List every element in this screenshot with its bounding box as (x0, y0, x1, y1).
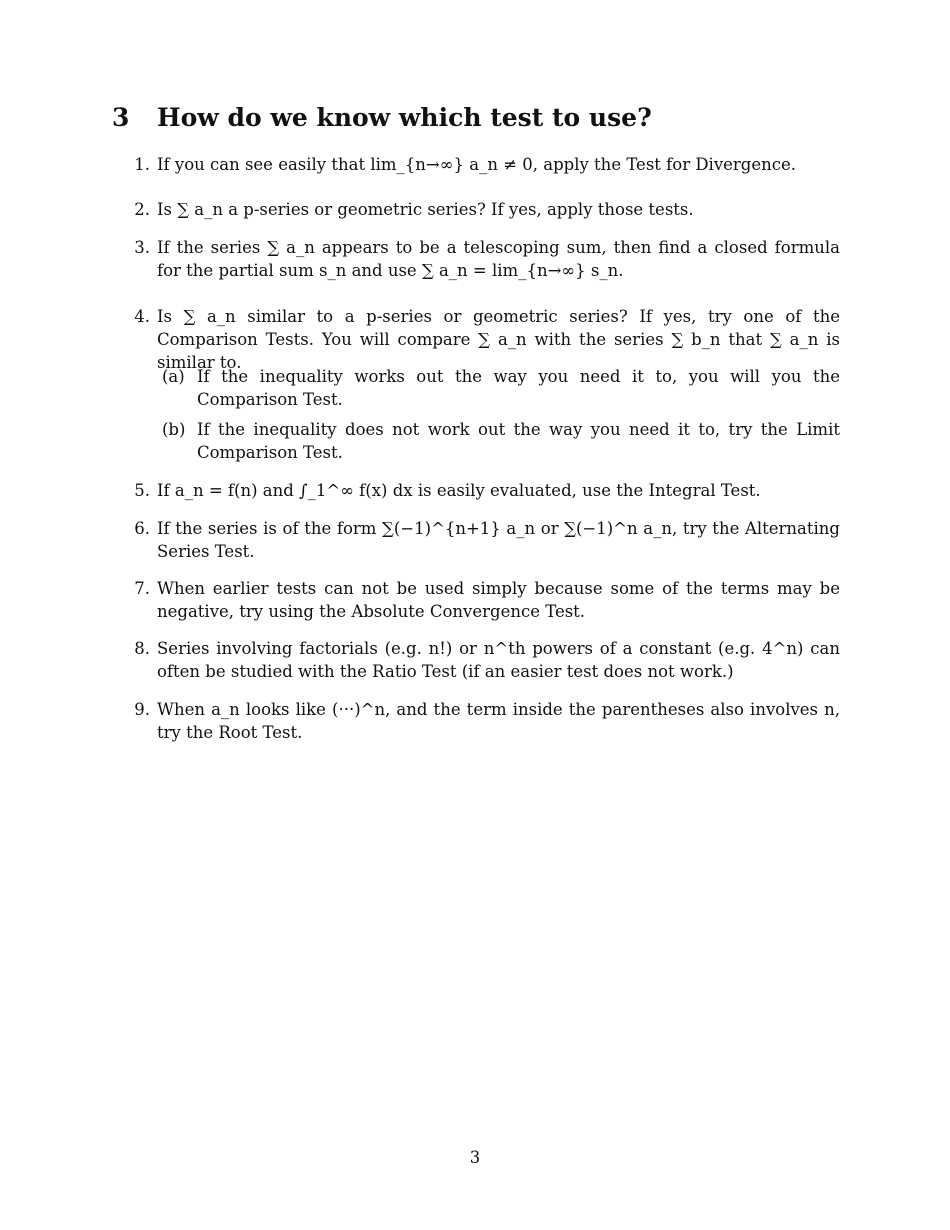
sub-item-label: (b) (162, 420, 186, 439)
list-item-7 (130, 577, 840, 623)
list-item-text: Is ∑ a_n a p-series or geometric series? If yes, apply those tests. (157, 200, 694, 219)
list-item-label: 4. (134, 307, 150, 326)
list-item-3 (130, 236, 840, 282)
list-item-label: 6. (134, 519, 150, 538)
sub-item-b (162, 418, 840, 464)
list-item-label: 1. (134, 155, 150, 174)
list-item-label: 2. (134, 200, 150, 219)
list-item-text: Is ∑ a_n similar to a p-series or geometric series? If yes, try one of the Comparison Tests. You will compare ∑ a_n with the series ∑ b_n that ∑ a_n is similar to. (157, 307, 840, 372)
list-item-label: 9. (134, 700, 150, 719)
section-title: How do we know which test to use? (157, 103, 652, 132)
list-item-label: 3. (134, 238, 150, 257)
list-item-2 (130, 198, 840, 221)
list-item-8 (130, 637, 840, 683)
sub-item-text: If the inequality does not work out the way you need it to, try the Limit Comparison Test. (197, 420, 840, 462)
list-item-text: When a_n looks like (···)^n, and the term inside the parentheses also involves n, try the Root Test. (157, 700, 840, 742)
list-item-1 (130, 153, 840, 176)
list-item-5 (130, 479, 840, 502)
list-item-label: 5. (134, 481, 150, 500)
section-number: 3 (112, 103, 130, 132)
sub-item-a (162, 365, 840, 411)
section-heading (112, 103, 652, 132)
list-item-label: 7. (134, 579, 150, 598)
list-item-text: Series involving factorials (e.g. n!) or n^th powers of a constant (e.g. 4^n) can often be studied with the Ratio Test (if an easier test does not work.) (157, 639, 840, 681)
sub-item-text: If the inequality works out the way you need it to, you will you the Comparison Test. (197, 367, 840, 409)
list-item-6 (130, 517, 840, 563)
list-item-text: If the series is of the form ∑(−1)^{n+1} a_n or ∑(−1)^n a_n, try the Alternating Series Test. (157, 519, 840, 561)
list-item-text: If a_n = f(n) and ∫_1^∞ f(x) dx is easily evaluated, use the Integral Test. (157, 481, 761, 500)
list-item-text: If the series ∑ a_n appears to be a telescoping sum, then find a closed formula for the partial sum s_n and use ∑ a_n = lim_{n→∞} s_n. (157, 238, 840, 280)
list-item-label: 8. (134, 639, 150, 658)
list-item-text: If you can see easily that lim_{n→∞} a_n ≠ 0, apply the Test for Divergence. (157, 155, 797, 174)
list-item-text: When earlier tests can not be used simply because some of the terms may be negative, try using the Absolute Convergence Test. (157, 579, 840, 621)
sub-item-label: (a) (162, 367, 185, 386)
list-item-9 (130, 698, 840, 744)
list-item-4 (130, 305, 840, 374)
page-number: 3 (469, 1148, 481, 1167)
